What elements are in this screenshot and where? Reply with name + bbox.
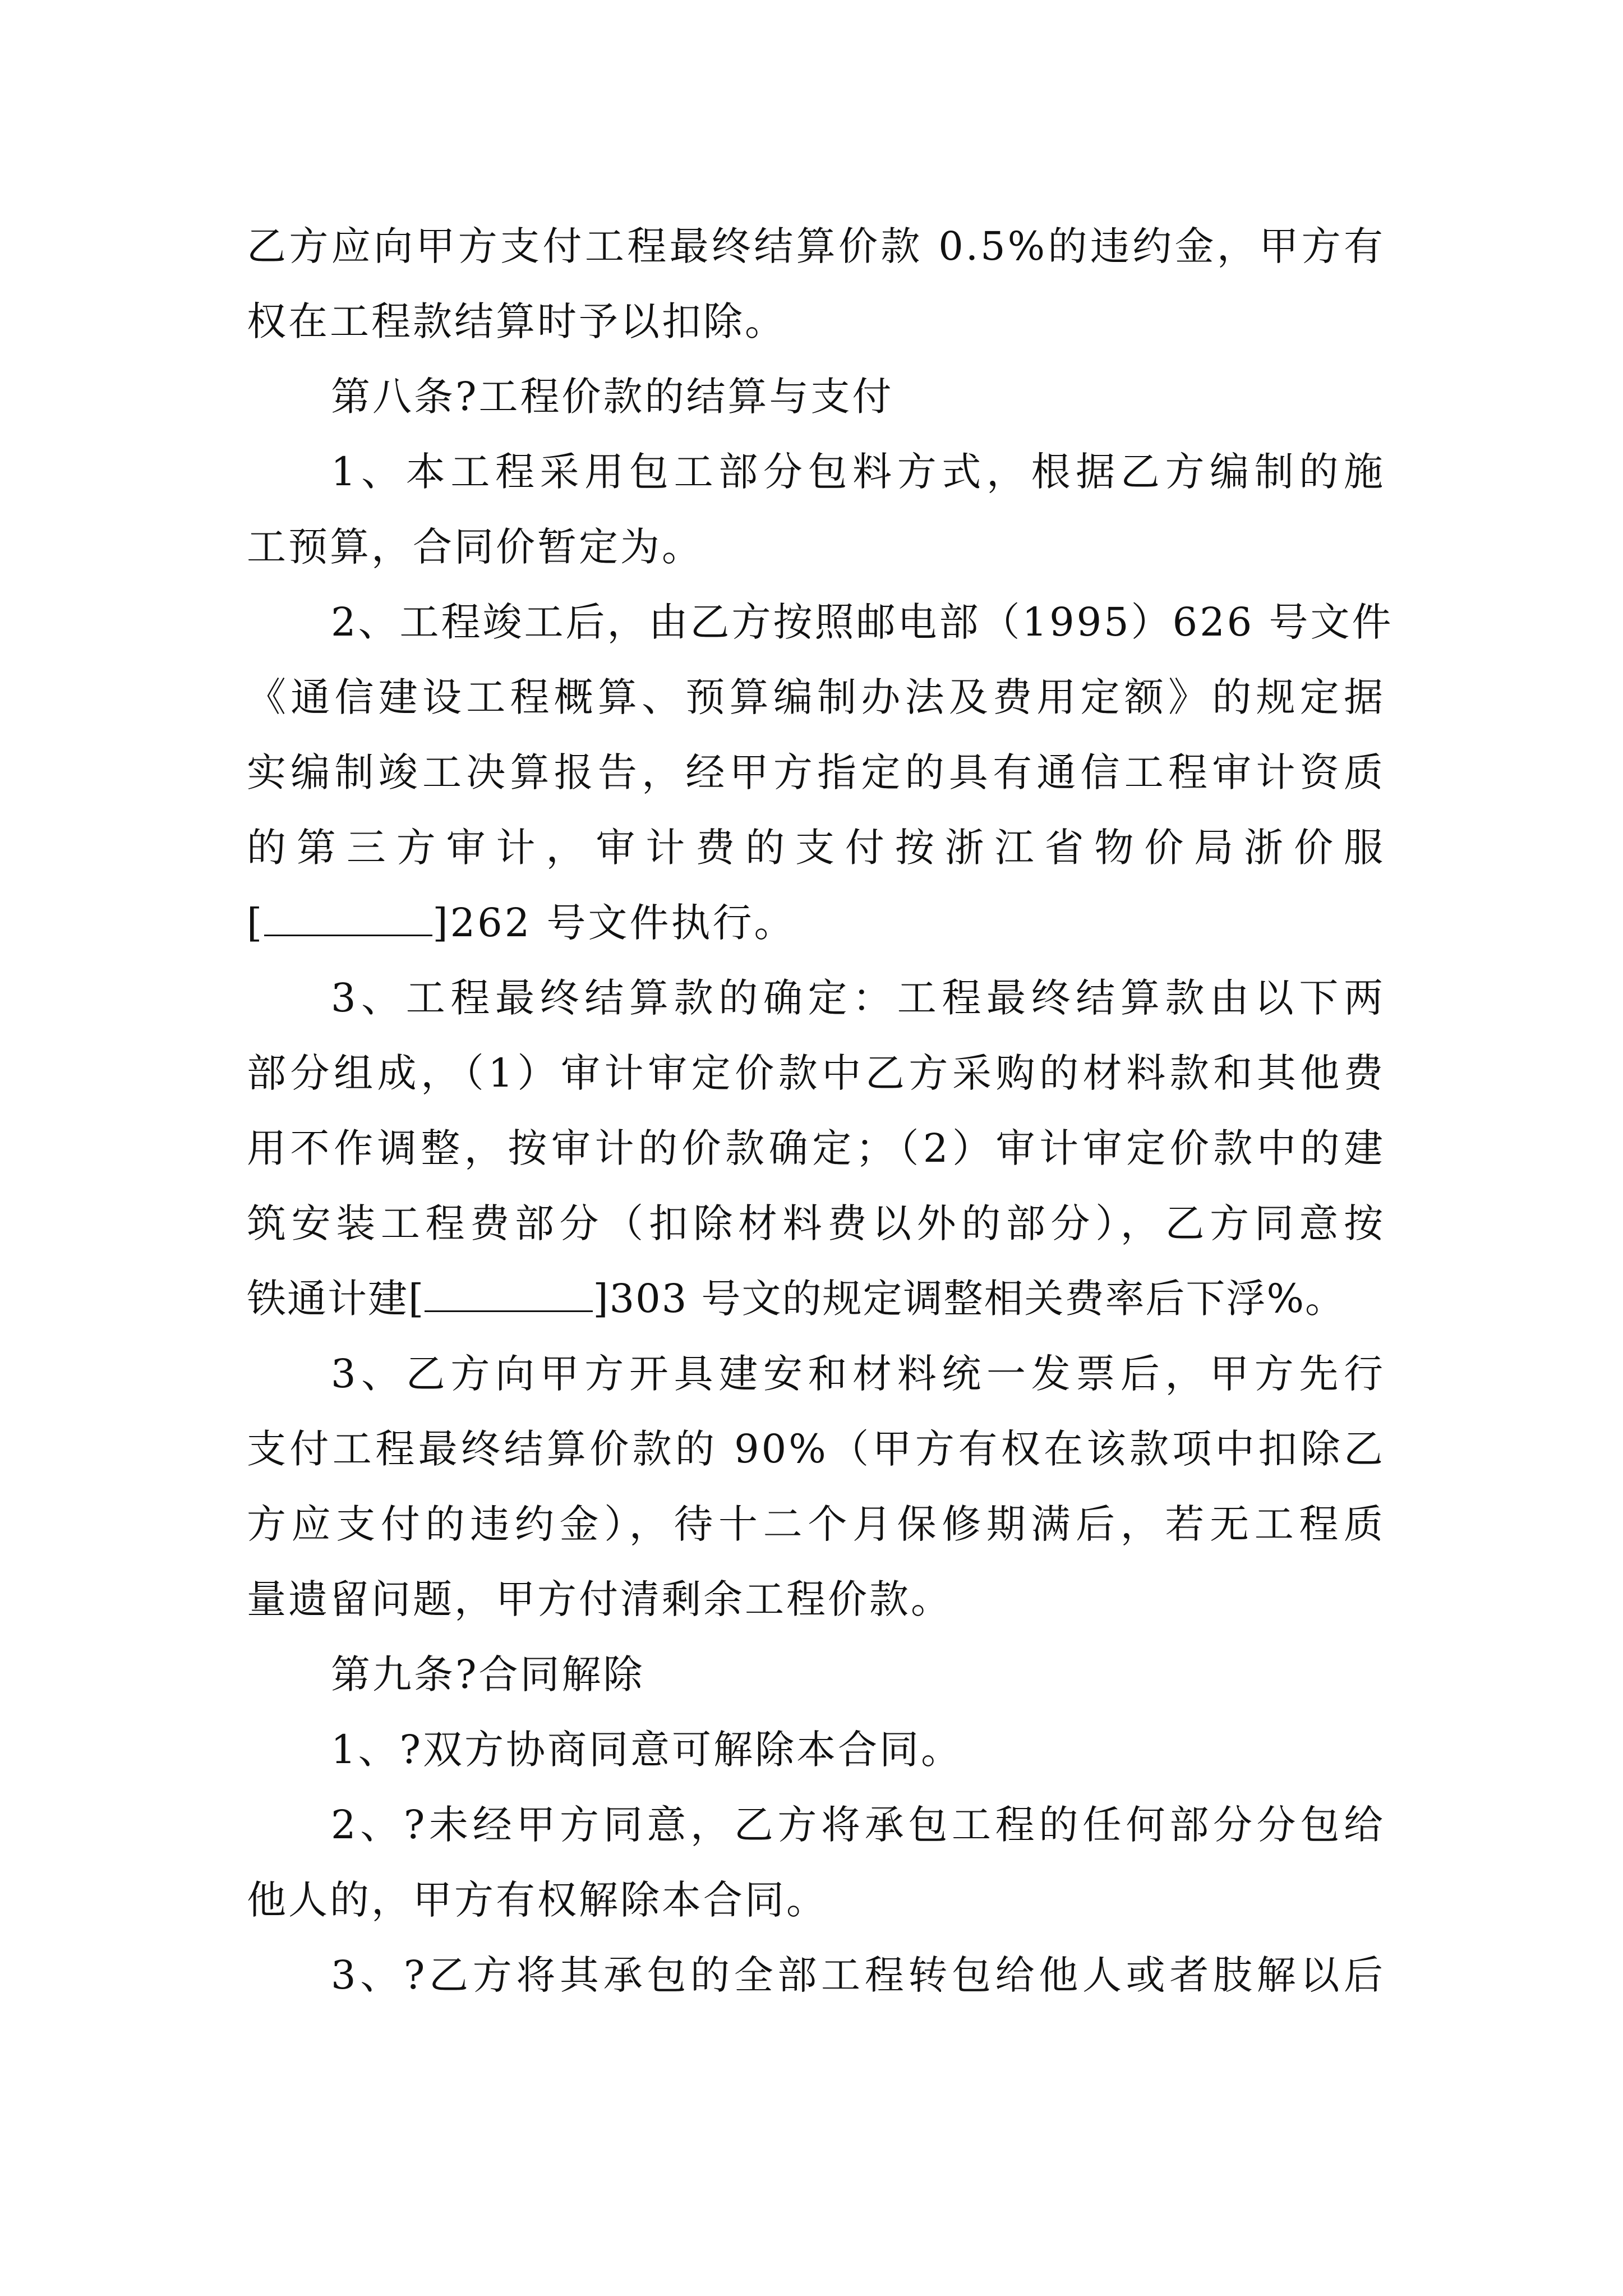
document-page xyxy=(247,209,1394,2013)
text-line: 1、?双方协商同意可解除本合同。 xyxy=(331,1727,963,1773)
text-line: 3、乙方向甲方开具建安和材料统一发票后，甲方先行 xyxy=(331,1351,1385,1397)
blank-open-bracket: [ xyxy=(247,900,265,946)
text-line: 用不作调整，按审计的价款确定；（2）审计审定价款中的建 xyxy=(247,1125,1385,1171)
text-fragment: ]262 号文件执行。 xyxy=(432,900,796,946)
text-line: 支付工程最终结算价款的 90%（甲方有权在该款项中扣除乙 xyxy=(247,1426,1385,1472)
text-line: 他人的，甲方有权解除本合同。 xyxy=(247,1877,828,1923)
fill-in-blank xyxy=(264,903,432,936)
text-line: 实编制竣工决算报告，经甲方指定的具有通信工程审计资质 xyxy=(247,749,1385,795)
text-line: 方应支付的违约金），待十二个月保修期满后，若无工程质 xyxy=(247,1501,1385,1547)
text-line: 部分组成，（1）审计审定价款中乙方采购的材料款和其他费 xyxy=(247,1050,1385,1096)
text-fragment: 铁通计建[ xyxy=(247,1276,425,1322)
text-line: 1、本工程采用包工部分包料方式，根据乙方编制的施 xyxy=(331,449,1385,495)
text-line: 3、工程最终结算款的确定：工程最终结算款由以下两 xyxy=(331,975,1385,1021)
text-line: 《通信建设工程概算、预算编制办法及费用定额》的规定据 xyxy=(247,674,1385,720)
text-line: 乙方应向甲方支付工程最终结算价款 0.5%的违约金，甲方有 xyxy=(247,223,1385,269)
text-line: 2、工程竣工后，由乙方按照邮电部（1995）626 号文件 xyxy=(331,599,1394,645)
text-line: 权在工程款结算时予以扣除。 xyxy=(247,298,786,344)
text-fragment: ]303 号文的规定调整相关费率后下浮%。 xyxy=(593,1276,1345,1322)
text-line xyxy=(247,1261,1385,1336)
section-heading: 第八条?工程价款的结算与支付 xyxy=(331,374,894,420)
text-line: 2、?未经甲方同意，乙方将承包工程的任何部分分包给 xyxy=(331,1802,1385,1848)
text-line: 工预算，合同价暂定为。 xyxy=(247,524,703,570)
text-line xyxy=(247,885,1385,960)
text-line: 3、?乙方将其承包的全部工程转包给他人或者肢解以后 xyxy=(331,1952,1385,1998)
fill-in-blank xyxy=(425,1279,593,1312)
text-line: 筑安装工程费部分（扣除材料费以外的部分），乙方同意按 xyxy=(247,1200,1385,1246)
text-line: 的第三方审计，审计费的支付按浙江省物价局浙价服 xyxy=(247,825,1385,871)
text-line: 量遗留问题，甲方付清剩余工程价款。 xyxy=(247,1576,952,1622)
section-heading: 第九条?合同解除 xyxy=(331,1651,645,1697)
